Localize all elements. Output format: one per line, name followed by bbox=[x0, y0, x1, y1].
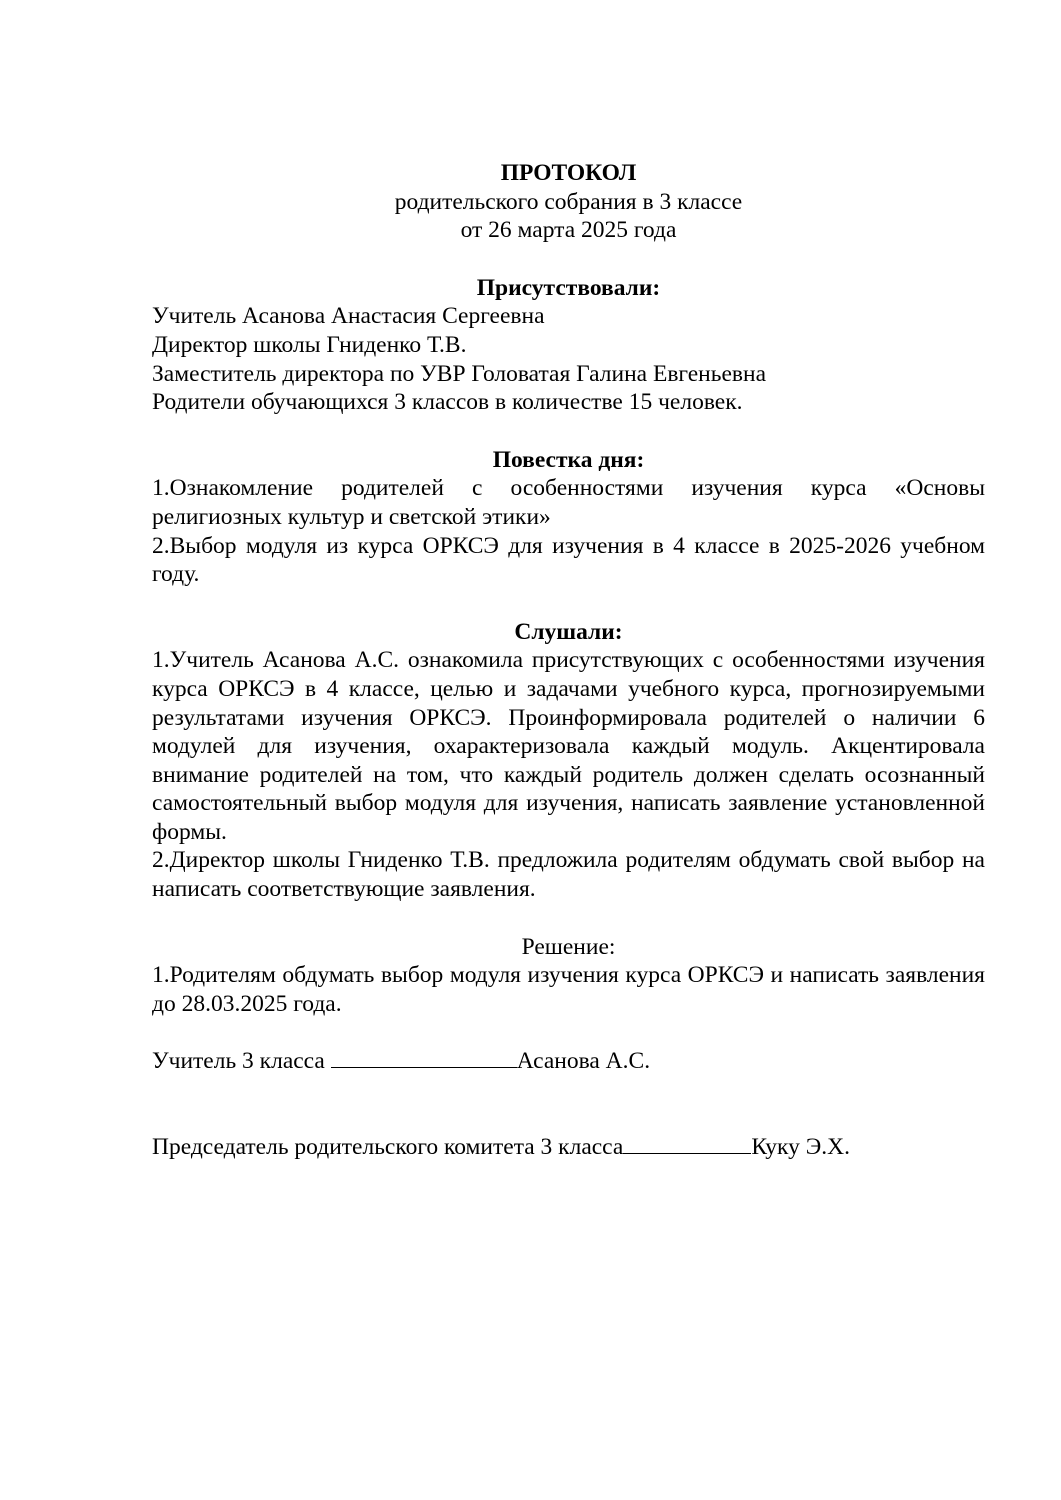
spacer bbox=[152, 245, 985, 274]
agenda-item: 1.Ознакомление родителей с особенностями изучения курса «Основы религиозных культур и светской этики» bbox=[152, 475, 985, 530]
attendee-item: Директор школы Гниденко Т.В. bbox=[152, 331, 467, 358]
signature-blank bbox=[331, 1047, 517, 1068]
spacer bbox=[152, 1076, 985, 1133]
teacher-signature-line bbox=[152, 1047, 985, 1076]
spacer bbox=[152, 417, 985, 446]
spacer bbox=[152, 589, 985, 618]
document-page bbox=[152, 159, 985, 1162]
chair-signature-line bbox=[152, 1133, 985, 1162]
spacer bbox=[152, 904, 985, 933]
document-title: ПРОТОКОЛ bbox=[500, 160, 637, 186]
decision-item: 1.Родителям обдумать выбор модуля изучения курса ОРКСЭ и написать заявления до 28.03.2025 года. bbox=[152, 962, 985, 1017]
attendee-item: Родители обучающихся 3 классов в количестве 15 человек. bbox=[152, 389, 743, 416]
spacer bbox=[152, 1018, 985, 1047]
attendee-item: Заместитель директора по УВР Головатая Галина Евгеньевна bbox=[152, 360, 767, 387]
decision-heading: Решение: bbox=[521, 933, 616, 960]
attendees-heading: Присутствовали: bbox=[476, 274, 661, 301]
teacher-signature-label: Учитель 3 класса bbox=[152, 1048, 331, 1075]
heard-heading: Слушали: bbox=[514, 618, 623, 645]
agenda-heading: Повестка дня: bbox=[492, 446, 645, 473]
document-date: от 26 марта 2025 года bbox=[460, 217, 677, 244]
chair-signature-name: Куку Э.Х. bbox=[751, 1134, 850, 1161]
heard-item: 2.Директор школы Гниденко Т.В. предложила родителям обдумать свой выбор на написать соответствующие заявления. bbox=[152, 847, 985, 903]
heard-item: 1.Учитель Асанова А.С. ознакомила присутствующих с особенностями изучения курса ОРКСЭ в 4 классе, целью и задачами учебного курса, прогнозируемыми результатами изучения ОРКСЭ. Проинформировала родителей о наличии 6 модулей для изучения, охарактеризовала каждый модуль. Акцентировала внимание родителей на том, что каждый родитель должен сделать осознанный самостоятельный выбор модуля для изучения, написать заявление установленной формы. bbox=[152, 647, 985, 845]
teacher-signature-name: Асанова А.С. bbox=[516, 1048, 651, 1075]
document-subtitle: родительского собрания в 3 классе bbox=[394, 188, 743, 215]
attendee-item: Учитель Асанова Анастасия Сергеевна bbox=[152, 303, 545, 330]
agenda-item: 2.Выбор модуля из курса ОРКСЭ для изучения в 4 классе в 2025-2026 учебном году. bbox=[152, 532, 985, 588]
chair-signature-label: Председатель родительского комитета 3 класса bbox=[152, 1134, 624, 1161]
signature-blank bbox=[623, 1133, 751, 1154]
